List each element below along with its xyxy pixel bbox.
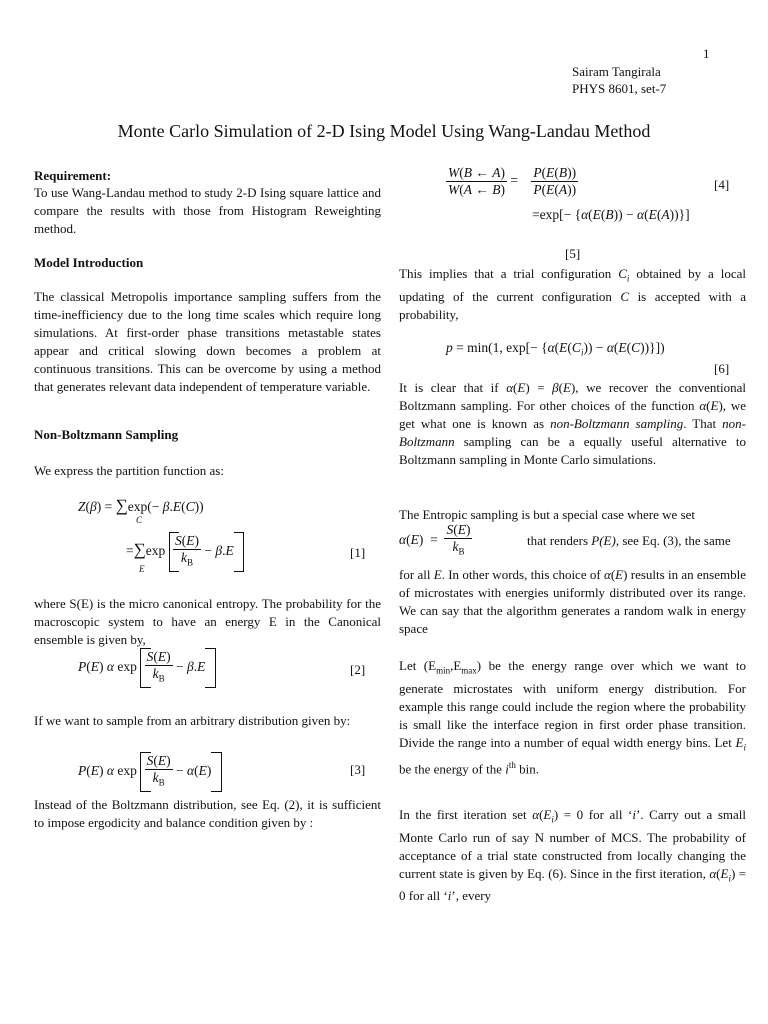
equation-1-line-1: Z(β) = ∑exp(− β.E(C)) [78, 496, 204, 515]
model-intro-heading: Model Introduction [34, 255, 144, 270]
entropy-where-text: where S(E) is the micro canonical entropy. The probability for the macroscopic system to have an energy E in the Canonical ensemble is given by, [34, 596, 381, 647]
entropic-sampling-lead: The Entropic sampling is but a special case where we set [399, 507, 696, 522]
model-intro-text: The classical Metropolis importance sampling suffers from the time-inefficiency due to the long time scales which require long simulations. At first-order phase transitions metastable states appear and critical slowing down becomes a problem at continuous transitions. This can be overcome by using a method that generates relevant data independent of temperature variable. [34, 289, 381, 394]
equation-2: P(E) α exp $\frac{S(E)}{k_B}$ − β.E [78, 648, 216, 688]
energy-range-text: Let $(E_{min},E_{max})$ be the energy range over which we want to generate microstates with uniform energy distribution. For example this range could include the region where the probability is small like the interface region in first order phase transition. Divide the range into a number of equal width energy bins. Let $E_i$ be the energy of the $i^{th}$ bin. [399, 658, 746, 777]
author-name: Sairam Tangirala [572, 64, 661, 79]
requirement-text: To use Wang-Landau method to study 2-D Ising square lattice and compare the results with those from Histogram Reweighting method. [34, 185, 381, 236]
entropic-alpha-equation: α(E) = $\frac{S(E)}{k_B}$ [399, 522, 471, 557]
entropic-sampling-tail: that renders P(E), see Eq. (3), the same [527, 533, 731, 548]
equation-1-tag: [1] [350, 545, 366, 560]
first-iteration-text: In the first iteration set $\alpha(E_i) = 0$ for all ‘i’. Carry out a small Monte Carlo run of say N number of MCS. The probability of acceptance of a trial state constructed from locally changing the current state is given by Eq. (6). Since in the first iteration, $\alpha(E_i) = 0$ for all ‘i’, every [399, 807, 746, 904]
boltzmann-recovery-text: It is clear that if α(E) = β(E), we recover the conventional Boltzmann sampling. For other choices of the function α(E), we get what one is known as non-Boltzmann sampling. That non-Boltzmann sampling can be a equally useful alternative to Boltzmann sampling in Monte Carlo simulations. [399, 380, 746, 467]
equation-4-exp: =exp[− {α(E(B)) − α(E(A))}] [532, 207, 690, 222]
equation-5-tag: [5] [565, 246, 581, 261]
course-label: PHYS 8601, set-7 [572, 81, 667, 96]
trial-configuration-text: This implies that a trial configuration $C_i$ obtained by a local updating of the current configuration C is accepted with a probability, [399, 266, 746, 322]
equation-1-line-2: =∑exp $\frac{S(E)}{k_B}$ − β.E [126, 532, 244, 572]
equation-4-ratio: $\frac{W(B \leftarrow A)}{W(A \leftarrow B)}$ = $\frac{P(E(B))}{P(E(A))}$ [448, 165, 577, 197]
equation-2-tag: [2] [350, 662, 366, 677]
document-title: Monte Carlo Simulation of 2-D Ising Model Using Wang-Landau Method [117, 121, 651, 141]
balance-condition-text: Instead of the Boltzmann distribution, see Eq. (2), it is sufficient to impose ergodicity and balance condition given by : [34, 797, 381, 830]
non-boltzmann-heading: Non-Boltzmann Sampling [34, 427, 179, 442]
page-number: 1 [703, 46, 710, 61]
equation-3-tag: [3] [350, 762, 366, 777]
equation-4-tag: [4] [714, 177, 730, 192]
requirement-heading: Requirement: [34, 168, 112, 183]
arbitrary-distribution-text: If we want to sample from an arbitrary distribution given by: [34, 713, 351, 728]
partition-intro-text: We express the partition function as: [34, 463, 224, 478]
equation-1-sum-index-e: E [139, 564, 145, 574]
entropic-sampling-rest: for all E. In other words, this choice of α(E) results in an ensemble of microstates with energies uniformly distributed over its range. We can say that the algorithm generates a random walk in energy space [399, 567, 746, 636]
equation-6: p = min(1, $\exp[- \{\alpha(E(C_i)) - \alpha(E(C))\}]$) [446, 340, 665, 358]
equation-1-sum-index-c: C [136, 515, 143, 525]
equation-6-tag: [6] [714, 361, 730, 376]
equation-3: P(E) α exp $\frac{S(E)}{k_B}$ − α(E) [78, 752, 222, 792]
